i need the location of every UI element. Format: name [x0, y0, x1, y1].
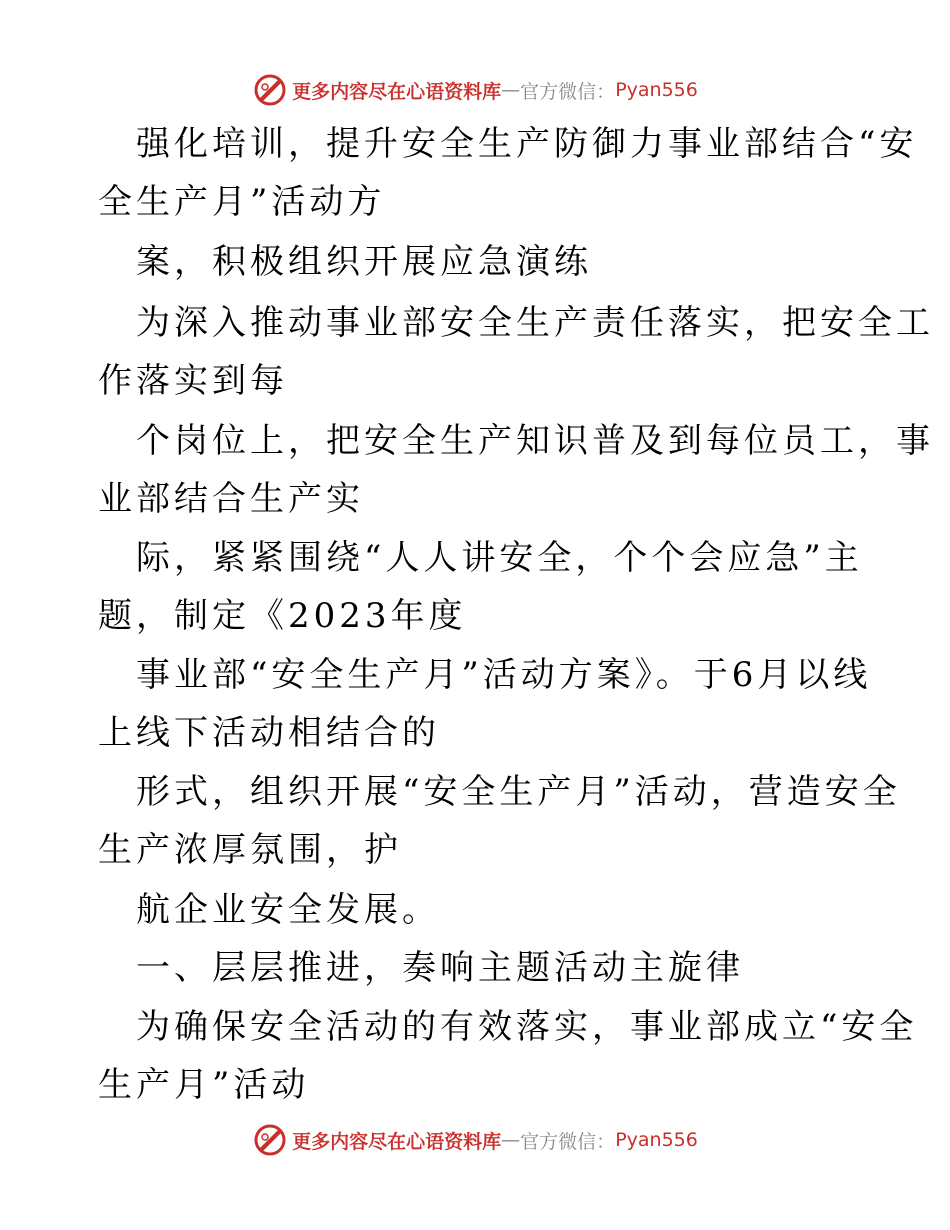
paragraph-line: 生产浓厚氛围，护: [98, 830, 402, 870]
paragraph-line: 生产月”活动: [98, 1065, 310, 1105]
paragraph-line: 上线下活动相结合的: [98, 713, 440, 753]
banner-wechat-label: 官方微信：: [520, 1130, 616, 1153]
brand-logo-icon: [252, 72, 288, 108]
paragraph-line: 际，紧紧围绕“人人讲安全，个个会应急”主: [136, 538, 863, 578]
paragraph-line: 为深入推动事业部安全生产责任落实，把安全工: [136, 303, 934, 343]
header-watermark-banner: [0, 70, 950, 110]
banner-main-text: 更多内容尽在心语资料库: [292, 1130, 502, 1153]
paragraph-line: 题，制定《2023年度: [98, 596, 467, 636]
paragraph-line: 案，积极组织开展应急演练: [136, 242, 592, 282]
brand-logo-icon: [252, 1122, 288, 1158]
paragraph-line: 形式，组织开展“安全生产月”活动，营造安全: [136, 772, 901, 812]
paragraph-line: 强化培训，提升安全生产防御力事业部结合“安: [136, 124, 918, 164]
banner-wechat-id: Pyan556: [615, 1129, 698, 1151]
paragraph-line: 业部结合生产实: [98, 479, 364, 519]
paragraph-line: 事业部“安全生产月”活动方案》。于6月以线: [136, 655, 872, 695]
banner-wechat-label: 官方微信：: [520, 80, 616, 103]
banner-wechat-id: Pyan556: [615, 79, 698, 101]
banner-dash: —: [501, 1129, 521, 1151]
section-heading: 一、层层推进，奏响主题活动主旋律: [136, 948, 744, 988]
paragraph-line: 为确保安全活动的有效落实，事业部成立“安全: [136, 1007, 918, 1047]
footer-watermark-banner: [0, 1120, 950, 1160]
banner-main-text: 更多内容尽在心语资料库: [292, 80, 502, 103]
paragraph-line: 航企业安全发展。: [136, 890, 440, 930]
banner-dash: —: [501, 79, 521, 101]
paragraph-line: 作落实到每: [98, 361, 288, 401]
paragraph-line: 全生产月”活动方: [98, 182, 386, 222]
paragraph-line: 个岗位上，把安全生产知识普及到每位员工，事: [136, 421, 934, 461]
